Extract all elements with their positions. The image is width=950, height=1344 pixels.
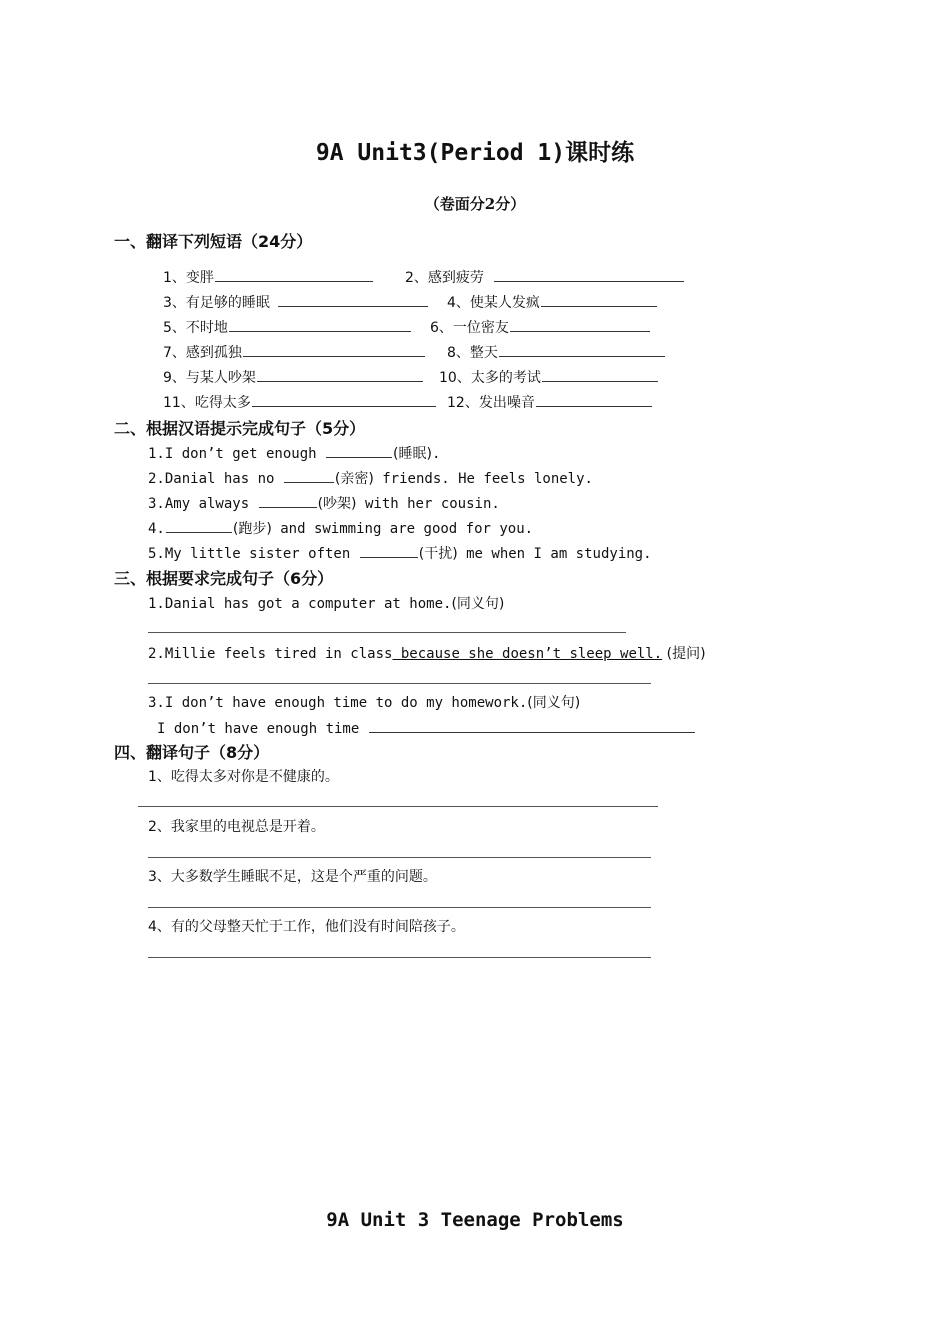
phrase-item: 3、有足够的睡眠 bbox=[163, 292, 429, 312]
answer-blank[interactable] bbox=[542, 367, 658, 382]
page-title bbox=[0, 134, 950, 167]
answer-line[interactable] bbox=[148, 907, 651, 908]
title-en: 9A Unit3(Period 1) bbox=[315, 140, 566, 166]
answer-blank[interactable] bbox=[257, 367, 423, 382]
answer-blank[interactable] bbox=[326, 443, 392, 458]
phrase-item: 10、太多的考试 bbox=[439, 367, 659, 387]
answer-blank[interactable] bbox=[536, 392, 652, 407]
sentence-item: 2.Danial has no (亲密) friends. He feels lonely. bbox=[148, 468, 593, 488]
rewrite-question-2: 2.Millie feels tired in class because she doesn’t sleep well. (提问) bbox=[148, 646, 706, 662]
subtitle: （卷面分2分） bbox=[424, 195, 526, 213]
answer-blank[interactable] bbox=[278, 292, 428, 307]
title-cn: 课时练 bbox=[565, 140, 635, 166]
section3-heading: 三、根据要求完成句子（6分） bbox=[114, 569, 334, 588]
translate-item: 1、吃得太多对你是不健康的。 bbox=[148, 769, 339, 785]
answer-blank[interactable] bbox=[510, 317, 650, 332]
phrase-item: 6、一位密友 bbox=[430, 317, 651, 337]
phrase-item: 11、吃得太多 bbox=[163, 392, 437, 412]
phrase-item: 7、感到孤独 bbox=[163, 342, 426, 362]
answer-blank[interactable] bbox=[284, 468, 334, 483]
sentence-item: 4. (跑步) and swimming are good for you. bbox=[148, 518, 533, 538]
section2-heading: 二、根据汉语提示完成句子（5分） bbox=[114, 419, 366, 438]
answer-blank[interactable] bbox=[166, 518, 232, 533]
phrase-item: 2、感到疲劳 bbox=[405, 267, 685, 287]
answer-blank[interactable] bbox=[499, 342, 665, 357]
footer-title: 9A Unit 3 Teenage Problems bbox=[326, 1209, 624, 1231]
answer-line[interactable] bbox=[148, 857, 651, 858]
phrase-item: 8、整天 bbox=[447, 342, 666, 362]
answer-blank[interactable] bbox=[259, 493, 317, 508]
section1-heading: 一、翻译下列短语（24分） bbox=[114, 232, 313, 251]
answer-blank[interactable] bbox=[215, 267, 373, 282]
sentence-item: 5.My little sister often (干扰) me when I am studying. bbox=[148, 543, 652, 563]
answer-line[interactable] bbox=[148, 683, 651, 684]
answer-line[interactable] bbox=[138, 806, 658, 807]
answer-blank[interactable] bbox=[369, 718, 695, 733]
answer-blank[interactable] bbox=[541, 292, 657, 307]
rewrite-question-3: 3.I don’t have enough time to do my homework.(同义句) bbox=[148, 695, 581, 711]
answer-blank[interactable] bbox=[252, 392, 436, 407]
answer-blank[interactable] bbox=[494, 267, 684, 282]
sentence-item: 1.I don’t get enough (睡眠). bbox=[148, 443, 440, 463]
translate-item: 3、大多数学生睡眠不足，这是个严重的问题。 bbox=[148, 869, 437, 885]
phrase-item: 1、变胖 bbox=[163, 267, 374, 287]
translate-item: 2、我家里的电视总是开着。 bbox=[148, 819, 325, 835]
phrase-item: 12、发出噪音 bbox=[447, 392, 653, 412]
answer-line[interactable] bbox=[148, 632, 626, 633]
answer-blank[interactable] bbox=[360, 543, 418, 558]
phrase-item: 9、与某人吵架 bbox=[163, 367, 424, 387]
section4-heading: 四、翻译句子（8分） bbox=[114, 743, 270, 762]
rewrite-question-1: 1.Danial has got a computer at home.(同义句) bbox=[148, 596, 505, 612]
answer-blank[interactable] bbox=[243, 342, 425, 357]
phrase-item: 5、不时地 bbox=[163, 317, 412, 337]
translate-item: 4、有的父母整天忙于工作，他们没有时间陪孩子。 bbox=[148, 919, 465, 935]
answer-blank[interactable] bbox=[229, 317, 411, 332]
sentence-item: 3.Amy always (吵架) with her cousin. bbox=[148, 493, 500, 513]
rewrite-answer-3: I don’t have enough time bbox=[157, 718, 696, 737]
answer-line[interactable] bbox=[148, 957, 651, 958]
phrase-item: 4、使某人发疯 bbox=[447, 292, 658, 312]
